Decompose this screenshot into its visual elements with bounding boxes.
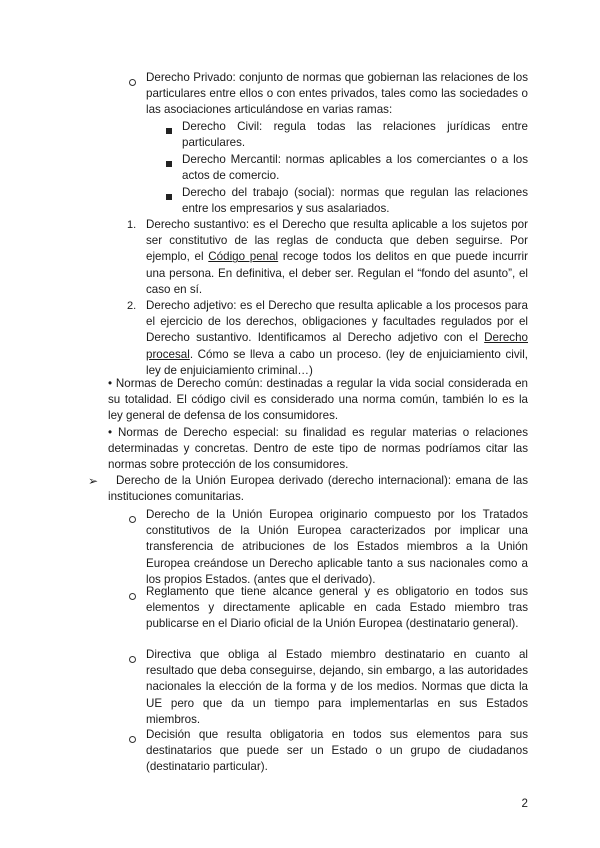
adjetivo-text: Derecho adjetivo: es el Derecho que resulta aplicable a los procesos para el ejercicio de los derechos, obligaciones y facultades regulados por el Derecho sustantivo. Identificamos al Derecho adjetivo con el (146, 299, 528, 345)
ue-reglamento: Reglamento que tiene alcance general y es obligatorio en todos sus elementos y directamente aplicable en cada Estado miembro tras publicarse en el Diario oficial de la Unión Europea (destinatario general). (146, 585, 528, 631)
rama-mercantil: Derecho Mercantil: normas aplicables a los comerciantes o a los actos de comercio. (182, 153, 528, 183)
page-number: 2 (521, 797, 528, 810)
list-number: 2. (127, 300, 137, 312)
union-europea-paragraph: Derecho de la Unión Europea derivado (derecho internacional): emana de las instituciones comunitarias. (108, 474, 528, 504)
derecho-privado-paragraph: Derecho Privado: conjunto de normas que gobiernan las relaciones de los particulares entre ellos o con entes privados, tales como las sociedades o las asociaciones articulándose en varias ramas: (146, 71, 528, 117)
square-bullet-icon (166, 128, 172, 134)
sustantivo-text-end: recoge todos los delitos en que puede incurrir una persona. En definitiva, el deber ser. Regulan el “fondo del asunto”, el caso en sí. (146, 250, 528, 296)
square-bullet-icon (166, 161, 172, 167)
normas-especial-paragraph: • Normas de Derecho especial: su finalidad es regular materias o relaciones determinadas y concretas. Dentro de este tipo de normas podríamos citar las normas sobre protección de los consumidores. (108, 426, 528, 472)
circle-bullet-icon (129, 79, 136, 86)
adjetivo-text-end: . Cómo se lleva a cabo un proceso. (ley de enjuiciamiento civil, ley de enjuiciamiento criminal…) (146, 347, 528, 377)
circle-bullet-icon (129, 593, 136, 600)
sustantivo-text: Derecho sustantivo: es el Derecho que resulta aplicable a los sujetos por ser constitutivo de las reglas de conducta que deben seguirse. Por ejemplo, el (146, 218, 528, 264)
ue-originario: Derecho de la Unión Europea originario compuesto por los Tratados constitutivos de la Unión Europea caracterizados por implicar una transferencia de atribuciones de los Estados miembros a la Unión Europea creándose un Derecho aplicable tanto a sus nacionales como a los propios Estados. (antes que el derivado). (146, 508, 528, 586)
rama-trabajo: Derecho del trabajo (social): normas que regulan las relaciones entre los empresarios y sus asalariados. (182, 186, 528, 216)
ue-directiva: Directiva que obliga al Estado miembro destinatario en cuanto al resultado que deba conseguirse, dejando, sin embargo, a las autoridades nacionales la elección de la forma y de los medios. Normas que dicta la UE pero que da un tiempo para implementarlas en sus Estados miembros. (146, 648, 528, 726)
derecho-sustantivo-paragraph (146, 217, 528, 298)
list-number: 1. (127, 219, 137, 231)
arrow-bullet-icon: ➢ (88, 474, 99, 488)
rama-civil: Derecho Civil: regula todas las relaciones jurídicas entre particulares. (182, 120, 528, 150)
circle-bullet-icon (129, 656, 136, 663)
derecho-procesal-link[interactable]: Derecho procesal (146, 331, 528, 361)
derecho-adjetivo-paragraph (146, 298, 528, 379)
circle-bullet-icon (129, 516, 136, 523)
normas-comun-paragraph: • Normas de Derecho común: destinadas a regular la vida social considerada en su totalidad. El código civil es considerado una norma común, también lo es la ley general de defensa de los consumidores. (108, 377, 528, 423)
square-bullet-icon (166, 194, 172, 200)
codigo-penal-link[interactable]: Código penal (208, 250, 279, 264)
circle-bullet-icon (129, 736, 136, 743)
ue-decision: Decisión que resulta obligatoria en todos sus elementos para sus destinatarios que puede ser un Estado o un grupo de ciudadanos (destinatario particular). (146, 728, 528, 774)
